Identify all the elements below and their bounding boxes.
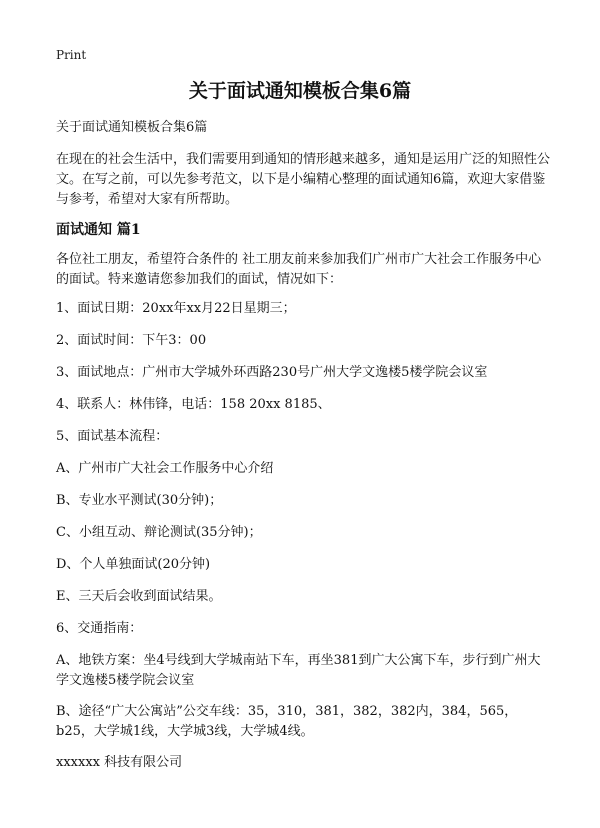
- list-item: A、广州市广大社会工作服务中心介绍: [56, 461, 274, 476]
- list-item: B、专业水平测试(30分钟)；: [56, 493, 223, 508]
- list-item: C、小组互动、辩论测试(35分钟)；: [56, 525, 262, 540]
- document-body: [56, 118, 552, 773]
- greeting-paragraph: 各位社工朋友，希望符合条件的 社工朋友前来参加我们广州市广大社会工作服务中心的面试。特来邀请您参加我们的面试，情况如下：: [56, 252, 542, 287]
- company-signature: xxxxxx 科技有限公司: [56, 755, 183, 770]
- print-button[interactable]: Print: [56, 48, 87, 62]
- intro-paragraph: 在现在的社会生活中，我们需要用到通知的情形越来越多，通知是运用广泛的知照性公文。在写之前，可以先参考范文，以下是小编精心整理的面试通知6篇，欢迎大家借鉴与参考，希望对大家有所帮助。: [56, 152, 551, 207]
- list-item: 3、面试地点：广州市大学城外环西路230号广州大学文逸楼5楼学院会议室: [56, 365, 488, 380]
- list-item: 4、联系人：林伟锋，电话：158 20xx 8185、: [56, 397, 331, 412]
- transport-option-b: B、途径“广大公寓站”公交车线：35，310，381，382，382内，384，565，b25，大学城1线，大学城3线，大学城4线。: [56, 704, 518, 739]
- page-title: 关于面试通知模板合集6篇: [188, 80, 412, 102]
- list-item: 5、面试基本流程：: [56, 429, 169, 444]
- list-item: 6、交通指南：: [56, 621, 143, 636]
- section-heading: 面试通知 篇1: [56, 222, 141, 238]
- list-item: E、三天后会收到面试结果。: [56, 589, 222, 604]
- list-item: 2、面试时间：下午3：00: [56, 333, 207, 348]
- document-subtitle: 关于面试通知模板合集6篇: [56, 120, 208, 135]
- list-item: 1、面试日期：20xx年xx月22日星期三；: [56, 301, 296, 316]
- transport-option-a: A、地铁方案：坐4号线到大学城南站下车，再坐381到广大公寓下车，步行到广州大学文逸楼5楼学院会议室: [56, 653, 541, 688]
- list-item: D、个人单独面试(20分钟): [56, 557, 211, 572]
